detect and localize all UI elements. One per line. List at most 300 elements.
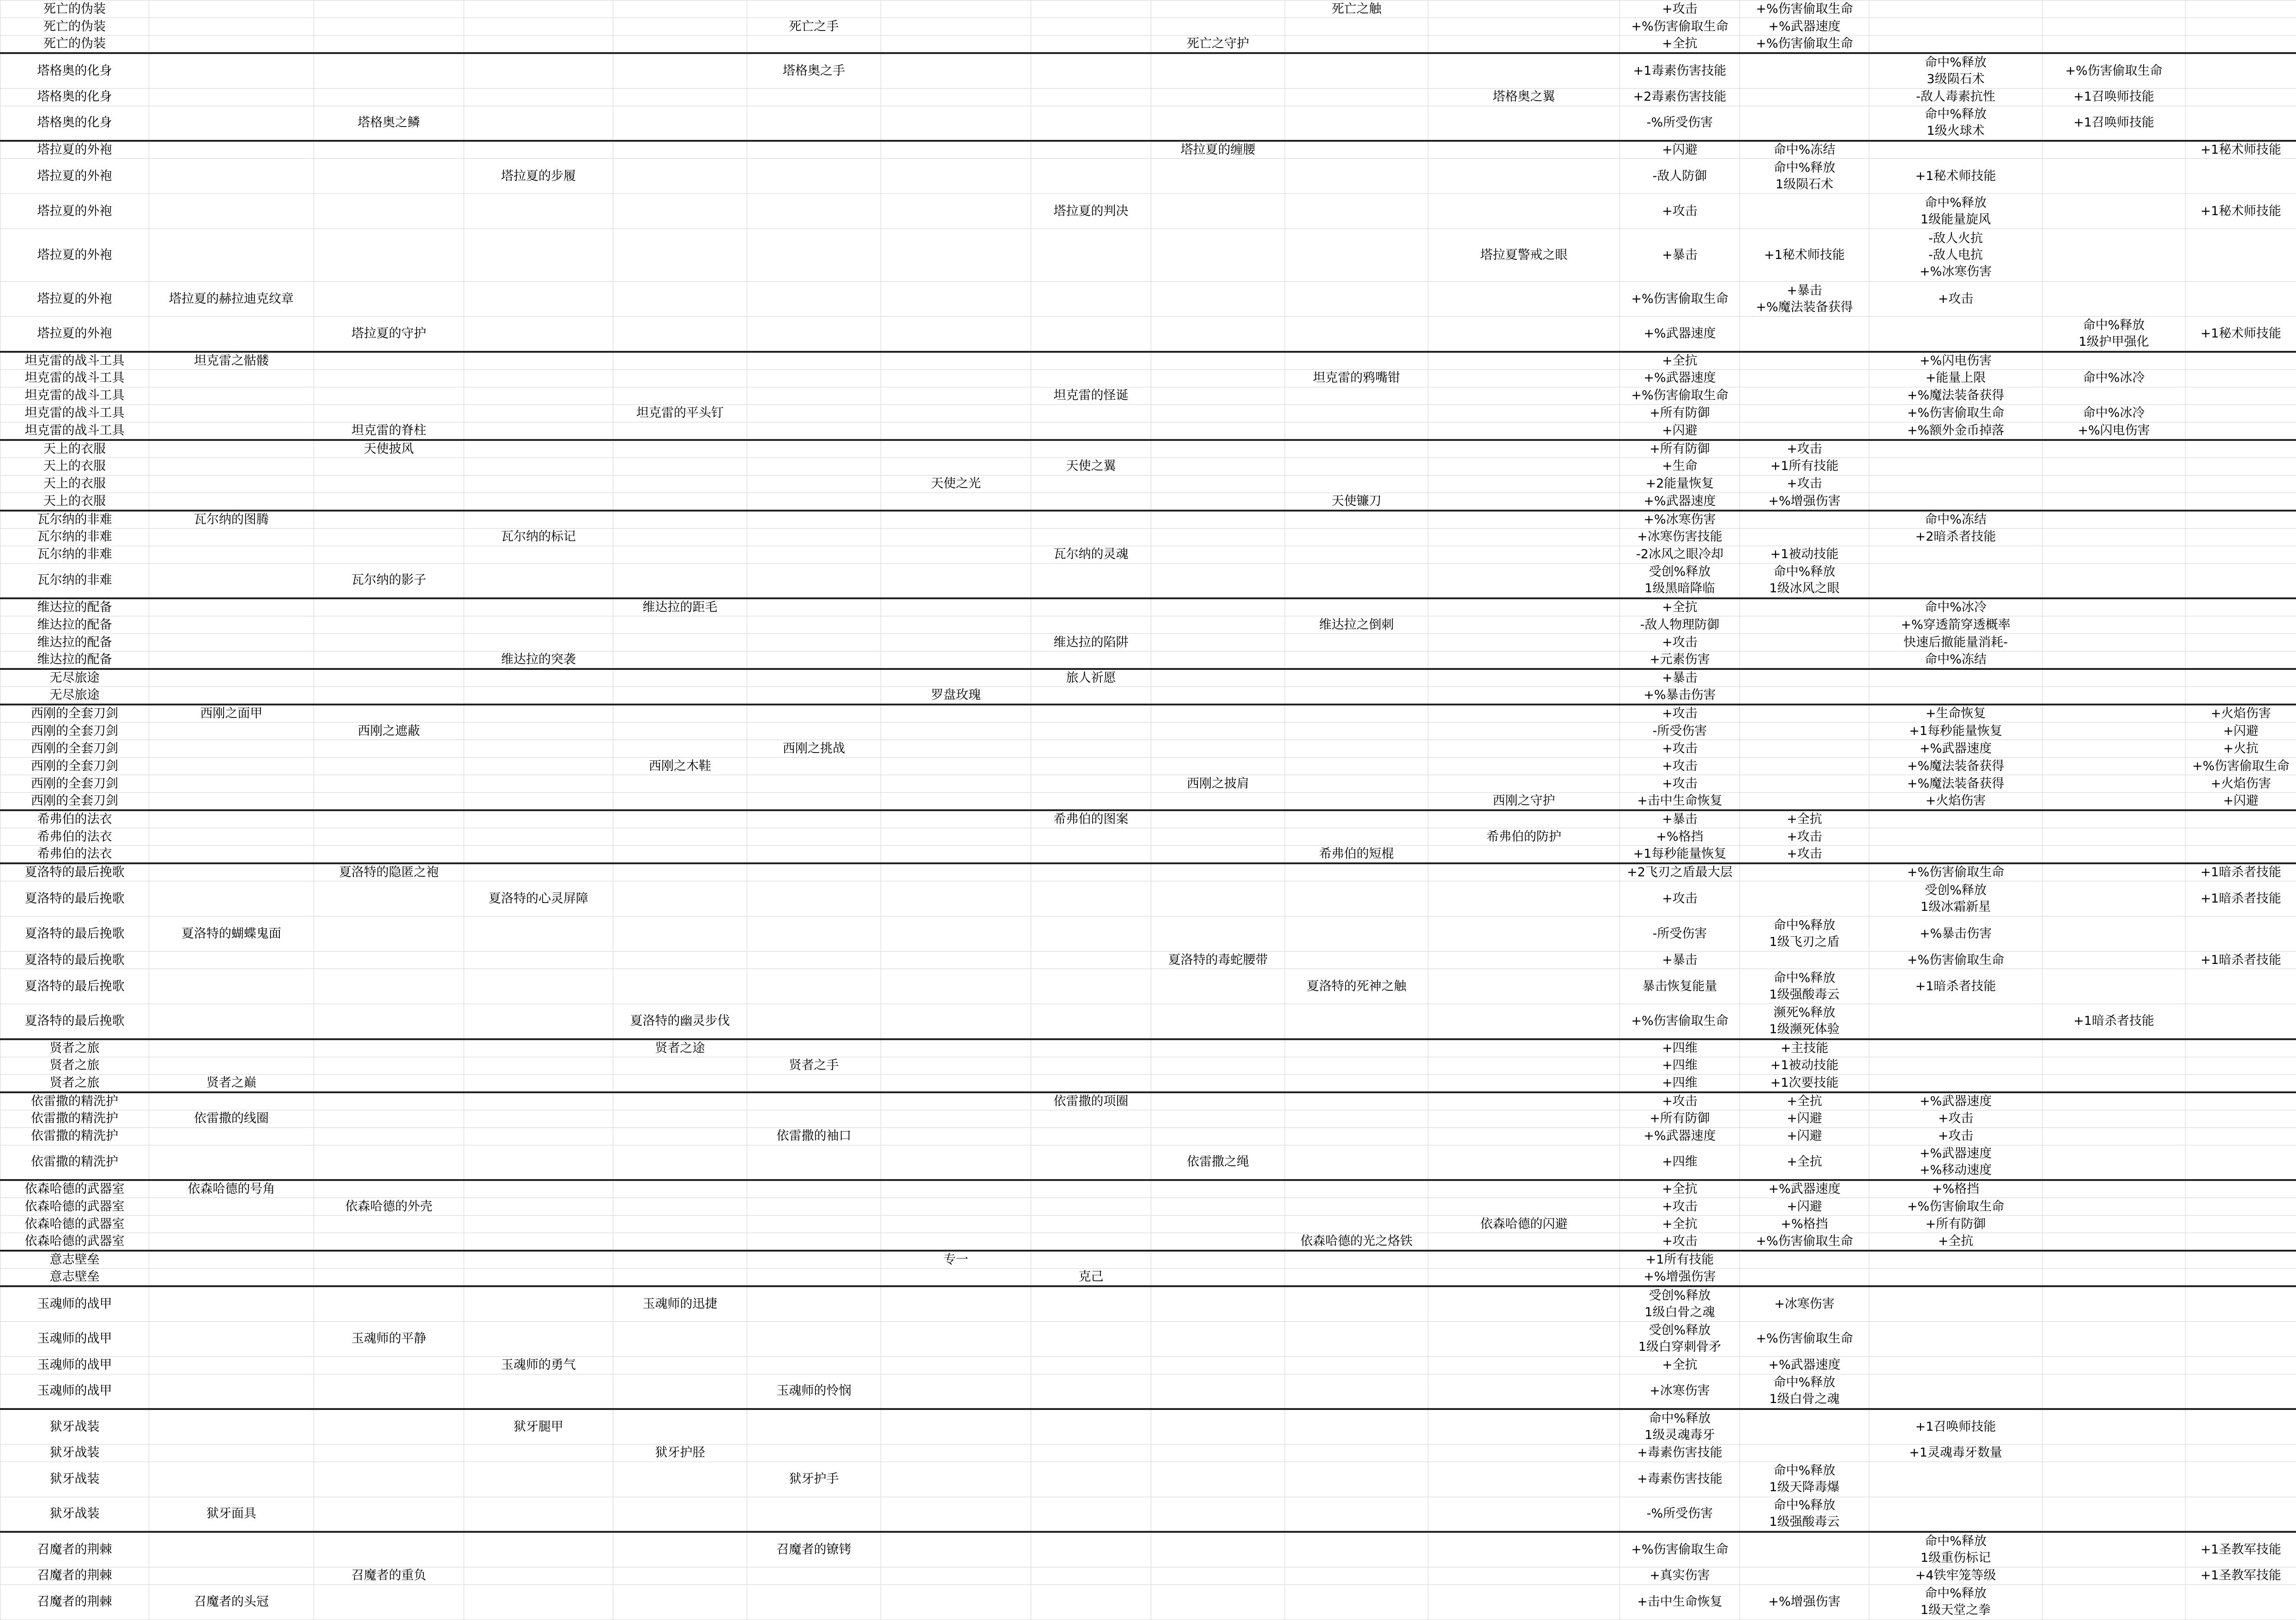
table-cell[interactable] [1869, 563, 2042, 598]
table-cell[interactable] [1285, 36, 1428, 54]
table-cell[interactable] [1285, 106, 1428, 141]
table-cell[interactable] [1151, 1092, 1285, 1110]
table-cell[interactable] [1740, 106, 1869, 141]
table-cell[interactable] [747, 106, 881, 141]
table-cell[interactable] [464, 651, 613, 669]
table-cell[interactable] [1869, 793, 2042, 811]
table-cell[interactable] [1151, 563, 1285, 598]
table-cell[interactable] [1428, 1110, 1620, 1127]
table-cell[interactable] [1285, 563, 1428, 598]
table-cell[interactable] [149, 810, 314, 828]
table-cell[interactable] [1740, 53, 1869, 88]
set-name-cell[interactable] [0, 18, 149, 36]
set-name-cell[interactable] [0, 1584, 149, 1620]
table-cell[interactable] [1031, 598, 1151, 616]
table-cell[interactable] [1031, 723, 1151, 740]
set-name-cell[interactable] [0, 1110, 149, 1127]
table-cell[interactable] [1151, 404, 1285, 422]
table-cell[interactable] [2042, 1286, 2186, 1321]
table-cell[interactable] [1869, 387, 2042, 404]
set-name-cell[interactable] [0, 1497, 149, 1532]
table-cell[interactable] [1285, 1233, 1428, 1251]
table-cell[interactable] [747, 528, 881, 546]
table-cell[interactable] [1285, 1321, 1428, 1356]
table-cell[interactable] [2042, 1269, 2186, 1287]
table-cell[interactable] [1031, 18, 1151, 36]
table-cell[interactable] [149, 1039, 314, 1057]
table-cell[interactable] [881, 828, 1031, 846]
table-cell[interactable] [1031, 528, 1151, 546]
set-name-cell[interactable] [0, 1145, 149, 1180]
table-cell[interactable] [1151, 1409, 1285, 1444]
table-cell[interactable] [1428, 106, 1620, 141]
set-name-cell[interactable] [0, 563, 149, 598]
table-cell[interactable] [314, 458, 464, 475]
table-cell[interactable] [747, 369, 881, 387]
table-cell[interactable] [1869, 317, 2042, 352]
table-cell[interactable] [881, 1110, 1031, 1127]
table-cell[interactable] [1031, 387, 1151, 404]
table-cell[interactable] [464, 1321, 613, 1356]
table-cell[interactable] [1740, 740, 1869, 758]
table-cell[interactable] [1151, 106, 1285, 141]
table-cell[interactable] [149, 1004, 314, 1039]
table-cell[interactable] [613, 422, 747, 440]
table-cell[interactable] [1428, 352, 1620, 370]
table-cell[interactable] [314, 669, 464, 687]
table-cell[interactable] [149, 458, 314, 475]
table-cell[interactable] [1620, 669, 1740, 687]
table-cell[interactable] [1151, 1532, 1285, 1567]
table-cell[interactable] [464, 352, 613, 370]
table-cell[interactable] [314, 475, 464, 493]
table-cell[interactable] [1151, 863, 1285, 881]
table-cell[interactable] [314, 758, 464, 775]
table-cell[interactable] [1869, 1497, 2042, 1532]
table-cell[interactable] [1620, 1567, 1740, 1584]
table-cell[interactable] [1740, 1145, 1869, 1180]
table-cell[interactable] [464, 616, 613, 634]
table-cell[interactable] [1428, 705, 1620, 723]
table-cell[interactable] [881, 1198, 1031, 1216]
table-cell[interactable] [2042, 1039, 2186, 1057]
table-cell[interactable] [1031, 563, 1151, 598]
table-cell[interactable] [2186, 1462, 2296, 1497]
table-cell[interactable] [2186, 18, 2296, 36]
table-cell[interactable] [1428, 1374, 1620, 1409]
table-cell[interactable] [2186, 159, 2296, 194]
table-cell[interactable] [149, 141, 314, 159]
table-cell[interactable] [881, 141, 1031, 159]
table-cell[interactable] [464, 18, 613, 36]
table-cell[interactable] [613, 546, 747, 563]
table-cell[interactable] [747, 705, 881, 723]
table-cell[interactable] [613, 969, 747, 1004]
table-cell[interactable] [613, 863, 747, 881]
table-cell[interactable] [1740, 18, 1869, 36]
table-cell[interactable] [1285, 616, 1428, 634]
set-name-cell[interactable] [0, 1039, 149, 1057]
table-cell[interactable] [2186, 969, 2296, 1004]
set-name-cell[interactable] [0, 758, 149, 775]
table-cell[interactable] [1740, 1251, 1869, 1269]
table-cell[interactable] [314, 1074, 464, 1092]
table-cell[interactable] [1740, 1198, 1869, 1216]
table-cell[interactable] [1620, 810, 1740, 828]
table-cell[interactable] [1740, 404, 1869, 422]
table-cell[interactable] [613, 1444, 747, 1462]
table-cell[interactable] [1285, 0, 1428, 18]
set-name-cell[interactable] [0, 352, 149, 370]
table-cell[interactable] [881, 229, 1031, 282]
table-cell[interactable] [747, 1462, 881, 1497]
table-cell[interactable] [1869, 511, 2042, 529]
table-cell[interactable] [314, 229, 464, 282]
table-cell[interactable] [149, 493, 314, 511]
table-cell[interactable] [881, 651, 1031, 669]
table-cell[interactable] [1151, 1180, 1285, 1198]
table-cell[interactable] [1285, 916, 1428, 952]
table-cell[interactable] [1031, 828, 1151, 846]
table-cell[interactable] [747, 916, 881, 952]
table-cell[interactable] [1620, 493, 1740, 511]
table-cell[interactable] [464, 528, 613, 546]
table-cell[interactable] [881, 1004, 1031, 1039]
table-cell[interactable] [1285, 1180, 1428, 1198]
table-cell[interactable] [1869, 229, 2042, 282]
table-cell[interactable] [464, 705, 613, 723]
table-cell[interactable] [2186, 1092, 2296, 1110]
table-cell[interactable] [2186, 404, 2296, 422]
table-cell[interactable] [149, 352, 314, 370]
table-cell[interactable] [149, 1374, 314, 1409]
table-cell[interactable] [1740, 352, 1869, 370]
table-cell[interactable] [149, 317, 314, 352]
table-cell[interactable] [149, 528, 314, 546]
table-cell[interactable] [1151, 634, 1285, 651]
table-cell[interactable] [881, 863, 1031, 881]
table-cell[interactable] [464, 1198, 613, 1216]
table-cell[interactable] [2186, 1567, 2296, 1584]
table-cell[interactable] [881, 1269, 1031, 1287]
table-cell[interactable] [1740, 687, 1869, 705]
table-cell[interactable] [2186, 1233, 2296, 1251]
set-name-cell[interactable] [0, 828, 149, 846]
table-cell[interactable] [881, 1356, 1031, 1374]
table-cell[interactable] [1031, 1057, 1151, 1074]
table-cell[interactable] [1151, 1004, 1285, 1039]
table-cell[interactable] [314, 651, 464, 669]
table-cell[interactable] [2186, 1321, 2296, 1356]
table-cell[interactable] [2042, 651, 2186, 669]
table-cell[interactable] [1031, 53, 1151, 88]
table-cell[interactable] [1031, 1567, 1151, 1584]
table-cell[interactable] [747, 159, 881, 194]
table-cell[interactable] [1428, 458, 1620, 475]
table-cell[interactable] [464, 159, 613, 194]
table-cell[interactable] [2186, 1057, 2296, 1074]
table-cell[interactable] [613, 1092, 747, 1110]
table-cell[interactable] [1151, 758, 1285, 775]
table-cell[interactable] [1151, 828, 1285, 846]
table-cell[interactable] [1285, 969, 1428, 1004]
table-cell[interactable] [881, 705, 1031, 723]
table-cell[interactable] [2186, 1198, 2296, 1216]
table-cell[interactable] [464, 775, 613, 793]
table-cell[interactable] [464, 687, 613, 705]
table-cell[interactable] [881, 159, 1031, 194]
table-cell[interactable] [881, 1374, 1031, 1409]
table-cell[interactable] [1285, 387, 1428, 404]
table-cell[interactable] [1869, 53, 2042, 88]
table-cell[interactable] [1620, 440, 1740, 458]
table-cell[interactable] [149, 404, 314, 422]
table-cell[interactable] [2186, 0, 2296, 18]
table-cell[interactable] [2186, 1532, 2296, 1567]
table-cell[interactable] [1031, 141, 1151, 159]
table-cell[interactable] [1151, 1039, 1285, 1057]
table-cell[interactable] [747, 1286, 881, 1321]
table-cell[interactable] [2042, 317, 2186, 352]
table-cell[interactable] [881, 881, 1031, 916]
table-cell[interactable] [2042, 1409, 2186, 1444]
table-cell[interactable] [1740, 1356, 1869, 1374]
table-cell[interactable] [2186, 369, 2296, 387]
table-cell[interactable] [1740, 1269, 1869, 1287]
table-cell[interactable] [1740, 1233, 1869, 1251]
table-cell[interactable] [1428, 846, 1620, 864]
table-cell[interactable] [149, 863, 314, 881]
table-cell[interactable] [747, 1269, 881, 1287]
table-cell[interactable] [464, 1444, 613, 1462]
table-cell[interactable] [1869, 687, 2042, 705]
table-cell[interactable] [881, 194, 1031, 229]
table-cell[interactable] [1740, 563, 1869, 598]
table-cell[interactable] [1151, 916, 1285, 952]
table-cell[interactable] [149, 387, 314, 404]
table-cell[interactable] [1151, 1286, 1285, 1321]
table-cell[interactable] [1285, 723, 1428, 740]
table-cell[interactable] [1869, 18, 2042, 36]
table-cell[interactable] [1620, 1198, 1740, 1216]
table-cell[interactable] [613, 846, 747, 864]
table-cell[interactable] [1031, 440, 1151, 458]
table-cell[interactable] [1151, 1074, 1285, 1092]
set-name-cell[interactable] [0, 387, 149, 404]
table-cell[interactable] [1031, 916, 1151, 952]
table-cell[interactable] [2042, 1321, 2186, 1356]
table-cell[interactable] [464, 387, 613, 404]
table-cell[interactable] [1285, 775, 1428, 793]
table-cell[interactable] [1620, 758, 1740, 775]
table-cell[interactable] [1620, 352, 1740, 370]
table-cell[interactable] [1285, 1374, 1428, 1409]
table-cell[interactable] [1740, 846, 1869, 864]
table-cell[interactable] [881, 1567, 1031, 1584]
table-cell[interactable] [613, 793, 747, 811]
table-cell[interactable] [1620, 36, 1740, 54]
table-cell[interactable] [464, 1092, 613, 1110]
table-cell[interactable] [1428, 1092, 1620, 1110]
table-cell[interactable] [1031, 404, 1151, 422]
table-cell[interactable] [1620, 616, 1740, 634]
table-cell[interactable] [1151, 493, 1285, 511]
table-cell[interactable] [1031, 36, 1151, 54]
table-cell[interactable] [613, 458, 747, 475]
table-cell[interactable] [613, 511, 747, 529]
table-cell[interactable] [1031, 194, 1151, 229]
set-name-cell[interactable] [0, 1233, 149, 1251]
table-cell[interactable] [1620, 88, 1740, 106]
table-cell[interactable] [613, 404, 747, 422]
table-cell[interactable] [747, 88, 881, 106]
table-cell[interactable] [1869, 1462, 2042, 1497]
table-cell[interactable] [2042, 422, 2186, 440]
table-cell[interactable] [2042, 36, 2186, 54]
table-cell[interactable] [314, 1233, 464, 1251]
table-cell[interactable] [881, 793, 1031, 811]
table-cell[interactable] [1869, 828, 2042, 846]
table-cell[interactable] [149, 616, 314, 634]
table-cell[interactable] [2042, 1180, 2186, 1198]
set-name-cell[interactable] [0, 740, 149, 758]
table-cell[interactable] [314, 1567, 464, 1584]
table-cell[interactable] [464, 846, 613, 864]
table-cell[interactable] [613, 1127, 747, 1145]
table-cell[interactable] [464, 194, 613, 229]
table-cell[interactable] [149, 1057, 314, 1074]
table-cell[interactable] [149, 0, 314, 18]
table-cell[interactable] [1285, 952, 1428, 969]
table-cell[interactable] [613, 1532, 747, 1567]
table-cell[interactable] [613, 775, 747, 793]
table-cell[interactable] [1620, 387, 1740, 404]
set-name-cell[interactable] [0, 1127, 149, 1145]
table-cell[interactable] [1740, 705, 1869, 723]
table-cell[interactable] [149, 440, 314, 458]
table-cell[interactable] [2186, 282, 2296, 317]
table-cell[interactable] [1285, 475, 1428, 493]
set-name-cell[interactable] [0, 669, 149, 687]
table-cell[interactable] [613, 669, 747, 687]
table-cell[interactable] [1428, 1004, 1620, 1039]
table-cell[interactable] [1740, 387, 1869, 404]
table-cell[interactable] [464, 1180, 613, 1198]
table-cell[interactable] [1740, 1127, 1869, 1145]
table-cell[interactable] [1869, 369, 2042, 387]
table-cell[interactable] [747, 18, 881, 36]
table-cell[interactable] [881, 723, 1031, 740]
table-cell[interactable] [1740, 828, 1869, 846]
table-cell[interactable] [1620, 863, 1740, 881]
table-cell[interactable] [747, 1145, 881, 1180]
table-cell[interactable] [149, 1216, 314, 1233]
table-cell[interactable] [1031, 1286, 1151, 1321]
table-cell[interactable] [1740, 1110, 1869, 1127]
table-cell[interactable] [881, 969, 1031, 1004]
table-cell[interactable] [314, 1532, 464, 1567]
table-cell[interactable] [1031, 1127, 1151, 1145]
set-name-cell[interactable] [0, 1251, 149, 1269]
table-cell[interactable] [464, 1233, 613, 1251]
table-cell[interactable] [1869, 669, 2042, 687]
table-cell[interactable] [314, 546, 464, 563]
table-cell[interactable] [1740, 0, 1869, 18]
table-cell[interactable] [1031, 669, 1151, 687]
table-cell[interactable] [1285, 528, 1428, 546]
table-cell[interactable] [2186, 546, 2296, 563]
table-cell[interactable] [1151, 1145, 1285, 1180]
table-cell[interactable] [881, 740, 1031, 758]
table-cell[interactable] [149, 881, 314, 916]
table-cell[interactable] [2042, 634, 2186, 651]
table-cell[interactable] [747, 740, 881, 758]
table-cell[interactable] [747, 404, 881, 422]
table-cell[interactable] [1031, 1497, 1151, 1532]
table-cell[interactable] [314, 106, 464, 141]
table-cell[interactable] [314, 317, 464, 352]
table-cell[interactable] [1869, 141, 2042, 159]
table-cell[interactable] [1428, 758, 1620, 775]
table-cell[interactable] [613, 1233, 747, 1251]
table-cell[interactable] [747, 775, 881, 793]
table-cell[interactable] [149, 475, 314, 493]
table-cell[interactable] [1285, 863, 1428, 881]
table-cell[interactable] [613, 598, 747, 616]
table-cell[interactable] [1151, 159, 1285, 194]
table-cell[interactable] [1620, 1110, 1740, 1127]
table-cell[interactable] [1428, 1286, 1620, 1321]
table-cell[interactable] [747, 616, 881, 634]
table-cell[interactable] [314, 404, 464, 422]
table-cell[interactable] [2186, 458, 2296, 475]
table-cell[interactable] [149, 1180, 314, 1198]
table-cell[interactable] [747, 863, 881, 881]
table-cell[interactable] [314, 881, 464, 916]
table-cell[interactable] [1428, 1180, 1620, 1198]
table-cell[interactable] [314, 1286, 464, 1321]
table-cell[interactable] [613, 1216, 747, 1233]
table-cell[interactable] [1869, 758, 2042, 775]
table-cell[interactable] [613, 36, 747, 54]
table-cell[interactable] [314, 740, 464, 758]
table-cell[interactable] [613, 758, 747, 775]
table-cell[interactable] [1869, 616, 2042, 634]
table-cell[interactable] [1285, 1409, 1428, 1444]
table-cell[interactable] [2186, 1409, 2296, 1444]
table-cell[interactable] [613, 18, 747, 36]
table-cell[interactable] [1031, 846, 1151, 864]
table-cell[interactable] [314, 1269, 464, 1287]
table-cell[interactable] [747, 387, 881, 404]
table-cell[interactable] [1428, 282, 1620, 317]
set-name-cell[interactable] [0, 475, 149, 493]
table-cell[interactable] [314, 775, 464, 793]
table-cell[interactable] [2186, 1269, 2296, 1287]
table-cell[interactable] [1620, 1057, 1740, 1074]
table-cell[interactable] [1285, 758, 1428, 775]
table-cell[interactable] [2042, 1216, 2186, 1233]
table-cell[interactable] [2186, 1110, 2296, 1127]
table-cell[interactable] [747, 1004, 881, 1039]
table-cell[interactable] [881, 916, 1031, 952]
set-name-cell[interactable] [0, 723, 149, 740]
set-name-cell[interactable] [0, 458, 149, 475]
table-cell[interactable] [1869, 440, 2042, 458]
table-cell[interactable] [314, 53, 464, 88]
table-cell[interactable] [464, 863, 613, 881]
table-cell[interactable] [1285, 881, 1428, 916]
